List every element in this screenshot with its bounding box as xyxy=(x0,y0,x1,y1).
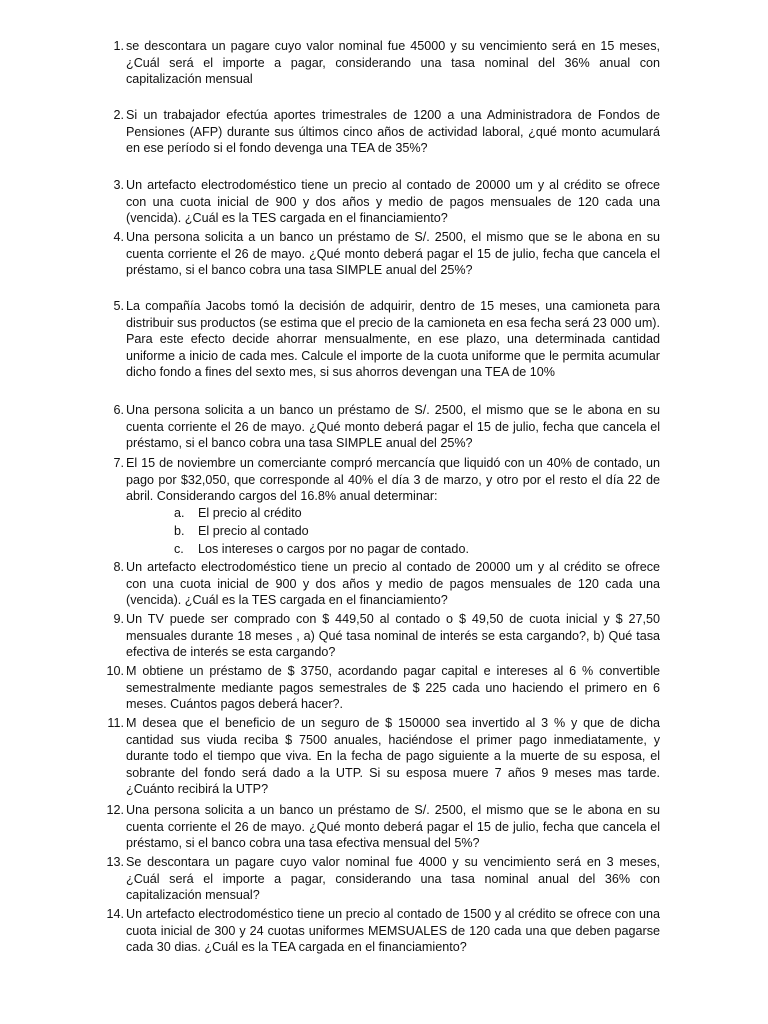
question-number: 6. xyxy=(113,403,124,417)
question-number: 12. xyxy=(106,803,124,817)
question-text: Una persona solicita a un banco un préstamo de S/. 2500, el mismo que se le abona en su cuenta corriente el 26 de mayo. ¿Qué monto deberá pagar el 15 de julio, fecha que cancela el préstamo, si el banco cobra una tasa SIMPLE anual del 25%? xyxy=(126,230,660,278)
subitem-a xyxy=(174,505,302,523)
question-text: El 15 de noviembre un comerciante compró mercancía que liquidó con un 40% de contado, un pago por $32,050, que corresponde al 40% el día 3 de marzo, y otro por el resto el día 22 de abril. Considerando cargos del 16.8% anual determinar: xyxy=(126,456,660,504)
question-text: Un artefacto electrodoméstico tiene un precio al contado de 1500 y al crédito se ofrece con una cuota inicial de 300 y 24 cuotas uniformes MEMSUALES de 120 cada una que deben pagarse cada 30 dias. ¿Cuál es la TEA cargada en el financiamiento? xyxy=(126,907,660,955)
question-4 xyxy=(113,229,660,279)
subitem-letter: c. xyxy=(174,542,184,556)
question-12 xyxy=(106,802,660,852)
subitem-text: El precio al crédito xyxy=(198,506,302,520)
question-2 xyxy=(113,107,660,157)
question-14 xyxy=(106,906,660,956)
question-text: Una persona solicita a un banco un préstamo de S/. 2500, el mismo que se le abona en su cuenta corriente el 26 de mayo. ¿Qué monto deberá pagar el 15 de julio, fecha que cancela el préstamo, si el banco cobra una tasa SIMPLE anual del 25%? xyxy=(126,403,660,451)
question-text: Una persona solicita a un banco un préstamo de S/. 2500, el mismo que se le abona en su cuenta corriente el 26 de mayo. ¿Qué monto deberá pagar el 15 de julio, fecha que cancela el préstamo, si el banco cobra una tasa efectiva mensual del 5%? xyxy=(126,803,660,851)
question-text: Un artefacto electrodoméstico tiene un precio al contado de 20000 um y al crédito se ofrece con una cuota inicial de 900 y dos años y medio de pagos mensuales de 120 cada una (vencida). ¿Cuál es la TES cargada en el financiamiento? xyxy=(126,178,660,226)
question-5 xyxy=(113,298,660,381)
question-number: 13. xyxy=(106,855,124,869)
question-number: 14. xyxy=(106,907,124,921)
question-7 xyxy=(113,455,660,505)
question-text: M desea que el beneficio de un seguro de $ 150000 sea invertido al 3 % y que de dicha cantidad sus viuda reciba $ 7500 anuales, haciéndose el primer pago inmediatamente, y durante todo el tiempo que viva. En la fecha de pago siguiente a la muerte de su esposa, el sobrante del fondo será dado a la UTP. Si su esposa muere 7 años 9 meses mas tarde. ¿Cuánto recibirá la UTP? xyxy=(126,716,660,797)
question-number: 4. xyxy=(113,230,124,244)
question-text: La compañía Jacobs tomó la decisión de adquirir, dentro de 15 meses, una camioneta para distribuir sus productos (se estima que el precio de la camioneta en esa fecha será 23 000 um). Para este efecto decide ahorrar mensualmente, en ese plazo, una determinada cantidad uniforme a inicio de cada mes. Calcule el importe de la cuota uniforme que le permita acumular dicho fondo a fines del sexto mes, si sus ahorros devengan una TEA de 10% xyxy=(126,299,660,380)
subitem-b xyxy=(174,523,309,541)
question-text: Si un trabajador efectúa aportes trimestrales de 1200 a una Administradora de Fondos de Pensiones (AFP) durante sus últimos cinco años de actividad laboral, ¿qué monto acumulará en ese período si el fondo devenga una TEA de 35%? xyxy=(126,108,660,156)
question-9 xyxy=(113,611,660,661)
question-text: Se descontara un pagare cuyo valor nominal fue 4000 y su vencimiento será en 3 meses, ¿Cuál será el importe a pagar, considerando una tasa nominal anual del 36% con capitalización mensual? xyxy=(126,855,660,903)
question-text: M obtiene un préstamo de $ 3750, acordando pagar capital e intereses al 6 % convertible semestralmente mediante pagos semestrales de $ 225 cada uno haciendo el primero en 6 meses. Cuántos pagos deberá hacer?. xyxy=(126,664,660,712)
subitem-text: El precio al contado xyxy=(198,524,309,538)
question-number: 8. xyxy=(113,560,124,574)
question-number: 3. xyxy=(113,178,124,192)
question-11 xyxy=(107,715,660,798)
subitem-letter: a. xyxy=(174,506,185,520)
subitem-letter: b. xyxy=(174,524,185,538)
question-number: 9. xyxy=(113,612,124,626)
question-10 xyxy=(106,663,660,713)
question-3 xyxy=(113,177,660,227)
question-text: se descontara un pagare cuyo valor nominal fue 45000 y su vencimiento será en 15 meses, ¿Cuál será el importe a pagar, considerando una tasa nominal del 36% anual con capitalización mensual xyxy=(126,39,660,87)
question-text: Un artefacto electrodoméstico tiene un precio al contado de 20000 um y al crédito se ofrece con una cuota inicial de 900 y dos años y medio de pagos mensuales de 120 cada una (vencida). ¿Cuál es la TES cargada en el financiamiento? xyxy=(126,560,660,608)
question-number: 7. xyxy=(113,456,124,470)
question-13 xyxy=(106,854,660,904)
subitem-c xyxy=(174,541,469,559)
question-number: 1. xyxy=(113,39,124,53)
question-6 xyxy=(113,402,660,452)
subitem-text: Los intereses o cargos por no pagar de contado. xyxy=(198,542,469,556)
question-8 xyxy=(113,559,660,609)
question-text: Un TV puede ser comprado con $ 449,50 al contado o $ 49,50 de cuota inicial y $ 27,50 mensuales durante 18 meses , a) Qué tasa nominal de interés se esta cargando?, b) Qué tasa efectiva de interés se esta cargando? xyxy=(126,612,660,660)
question-number: 2. xyxy=(113,108,124,122)
question-number: 10. xyxy=(106,664,124,678)
question-1 xyxy=(113,38,660,88)
question-number: 11. xyxy=(107,716,124,730)
question-number: 5. xyxy=(113,299,124,313)
